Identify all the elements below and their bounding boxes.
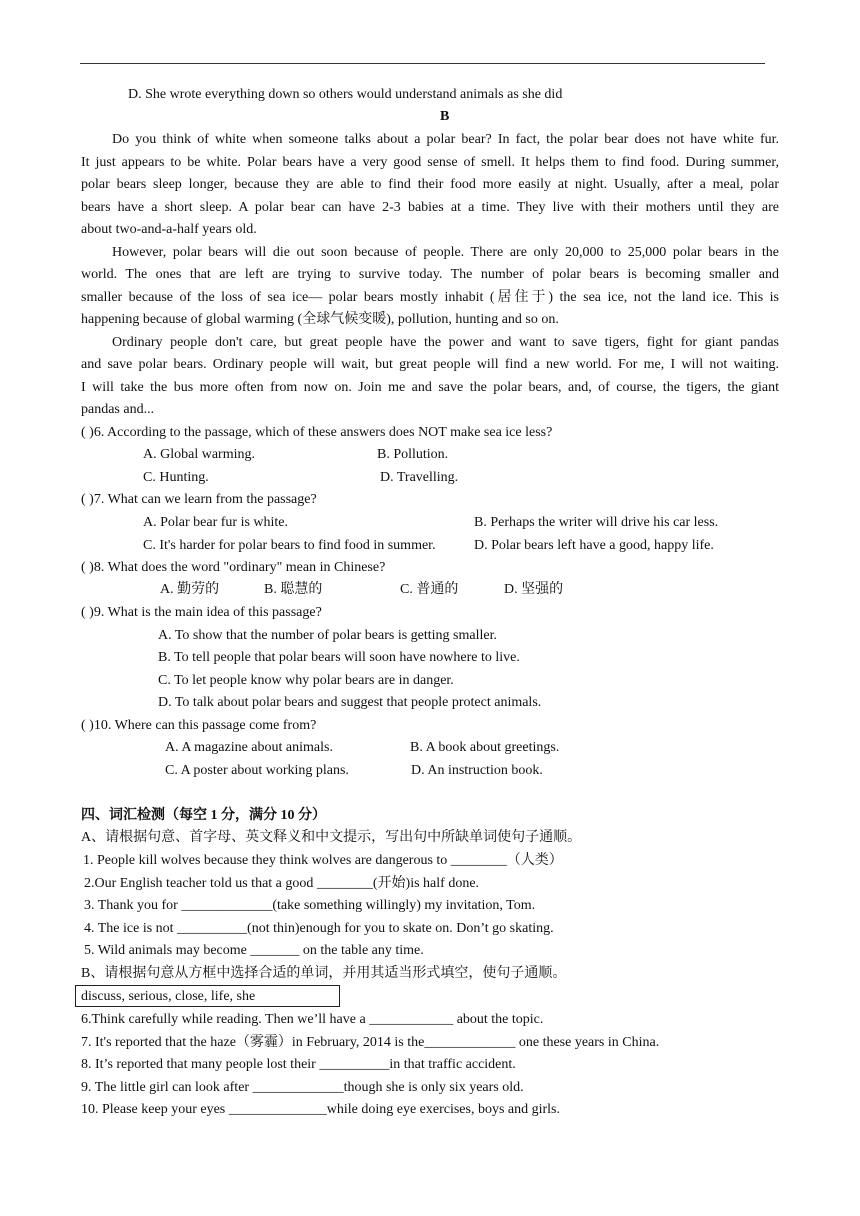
fill-item-7: 7. It's reported that the haze（雾霾）in February, 2014 is the_____________ one these years in China. [81,1035,660,1050]
question-8-option-d: D. 坚强的 [504,582,564,597]
section-b-title: B [440,109,450,124]
passage-line: and save polar bears. Ordinary people will wait, but great people will find a new world. For me, I will not waiting. [81,357,779,372]
vocab-item-2: 2.Our English teacher told us that a good ________(开始)is half done. [84,876,480,891]
question-9-option-d: D. To talk about polar bears and suggest that people protect animals. [158,695,542,710]
passage-line: world. The ones that are left are trying to survive today. The number of polar bears is becoming smaller and [81,267,779,282]
question-8-option-b: B. 聪慧的 [264,582,323,597]
passage-line: bears have a short sleep. A polar bear can have 2-3 babies at a time. They live with their mothers until they are [81,200,779,215]
passage-line: polar bears sleep longer, because they are able to find their food more easily at night. Usually, after a meal, polar [81,177,779,192]
question-7-option-a: A. Polar bear fur is white. [143,515,289,530]
question-8-stem: ( )8. What does the word "ordinary" mean in Chinese? [81,560,386,575]
question-9-option-b: B. To tell people that polar bears will soon have nowhere to live. [158,650,520,665]
question-8-option-a: A. 勤劳的 [160,582,220,597]
passage-line: Ordinary people don't care, but great people have the power and want to save tigers, fight for giant pandas [112,335,779,350]
passage-line: about two-and-a-half years old. [81,222,257,237]
fill-item-8: 8. It’s reported that many people lost their __________in that traffic accident. [81,1057,516,1072]
question-7-option-d: D. Polar bears left have a good, happy life. [474,538,714,553]
question-8-option-c: C. 普通的 [400,582,459,597]
vocab-item-1: 1. People kill wolves because they think wolves are dangerous to ________（人类） [83,853,563,868]
question-9-option-a: A. To show that the number of polar bears is getting smaller. [158,628,497,643]
header-rule [80,63,765,64]
part-b-instruction: B、请根据句意从方框中选择合适的单词，并用其适当形式填空，使句子通顺。 [81,966,567,981]
fill-item-6: 6.Think carefully while reading. Then we’ll have a ____________ about the topic. [81,1012,544,1027]
vocab-item-3: 3. Thank you for _____________(take something willingly) my invitation, Tom. [84,898,536,913]
question-10-option-d: D. An instruction book. [411,763,543,778]
passage-line: pandas and... [81,402,155,417]
question-6-option-c: C. Hunting. [143,470,209,485]
prev-question-option-d: D. She wrote everything down so others would understand animals as she did [128,87,563,102]
question-6-option-b: B. Pollution. [377,447,449,462]
question-10-option-a: A. A magazine about animals. [165,740,333,755]
question-7-option-c: C. It's harder for polar bears to find food in summer. [143,538,436,553]
question-7-stem: ( )7. What can we learn from the passage? [81,492,317,507]
fill-item-10: 10. Please keep your eyes ______________while doing eye exercises, boys and girls. [81,1102,561,1117]
passage-line: smaller because of the loss of sea ice— polar bears mostly inhabit (居住于) the sea ice, not the land ice. This is [81,290,779,305]
passage-line: happening because of global warming (全球气候变暖), pollution, hunting and so on. [81,312,559,327]
question-10-stem: ( )10. Where can this passage come from? [81,718,317,733]
question-6-option-a: A. Global warming. [143,447,255,462]
passage-line: Do you think of white when someone talks about a polar bear? In fact, the polar bear does not have white fur. [112,132,779,147]
part-a-instruction: A、请根据句意、首字母、英文释义和中文提示，写出句中所缺单词使句子通顺。 [81,830,582,845]
question-9-option-c: C. To let people know why polar bears are in danger. [158,673,454,688]
passage-line: I will take the bus more often from now on. Join me and save the polar bears, and, of course, the tigers, the giant [81,380,779,395]
question-9-stem: ( )9. What is the main idea of this passage? [81,605,322,620]
vocab-item-5: 5. Wild animals may become _______ on the table any time. [84,943,424,958]
question-6-stem: ( )6. According to the passage, which of these answers does NOT make sea ice less? [81,425,553,440]
section-4-title: 四、词汇检测（每空 1 分，满分 10 分） [81,808,326,823]
question-10-option-c: C. A poster about working plans. [165,763,349,778]
question-6-option-d: D. Travelling. [380,470,459,485]
question-10-option-b: B. A book about greetings. [410,740,560,755]
passage-line: It just appears to be white. Polar bears have a very good sense of smell. It helps them to find food. During summer, [81,155,779,170]
vocab-item-4: 4. The ice is not __________(not thin)enough for you to skate on. Don’t go skating. [84,921,554,936]
question-7-option-b: B. Perhaps the writer will drive his car less. [474,515,719,530]
passage-line: However, polar bears will die out soon because of people. There are only 20,000 to 25,000 polar bears in the [112,245,779,260]
word-box-words: discuss, serious, close, life, she [81,989,256,1004]
fill-item-9: 9. The little girl can look after _____________though she is only six years old. [81,1080,524,1095]
